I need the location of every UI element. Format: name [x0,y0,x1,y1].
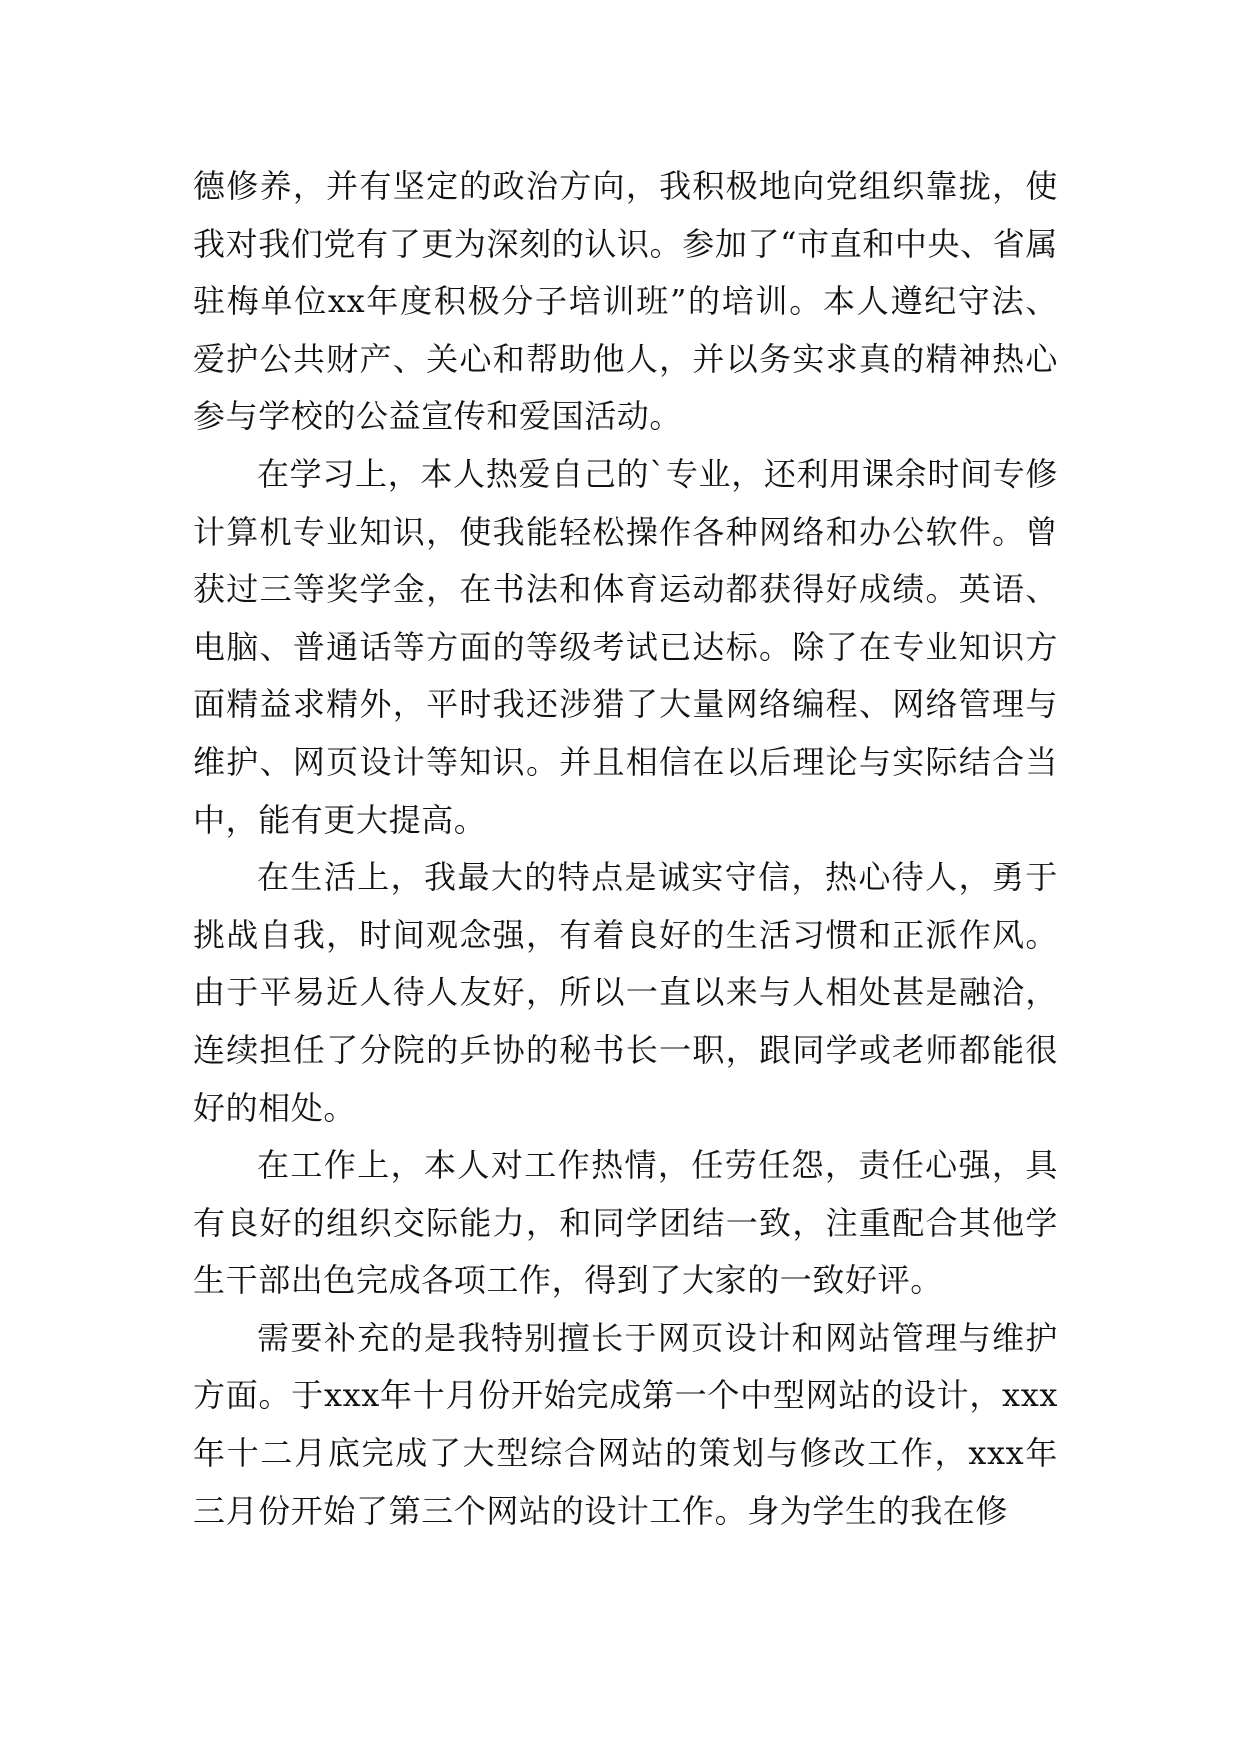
paragraph-web-design: 需要补充的是我特别擅长于网页设计和网站管理与维护方面。于xxx年十月份开始完成第一个中型网站的设计，xxx年十二月底完成了大型综合网站的策划与修改工作，xxx年三月份开始了第三个网站的设计工作。身为学生的我在修 [193,1318,1058,1530]
document-body [193,158,1058,1540]
paragraph-work: 在工作上，本人对工作热情，任劳任怨，责任心强，具有良好的组织交际能力，和同学团结一致，注重配合其他学生干部出色完成各项工作，得到了大家的一致好评。 [193,1146,1058,1300]
paragraph-political-conduct: 德修养，并有坚定的政治方向，我积极地向党组织靠拢，使我对我们党有了更为深刻的认识。参加了“市直和中央、省属驻梅单位xx年度积极分子培训班”的培训。本人遵纪守法、爱护公共财产、关心和帮助他人，并以务实求真的精神热心参与学校的公益宣传和爱国活动。 [193,167,1058,436]
paragraph-study: 在学习上，本人热爱自己的`专业，还利用课余时间专修计算机专业知识，使我能轻松操作各种网络和办公软件。曾获过三等奖学金，在书法和体育运动都获得好成绩。英语、电脑、普通话等方面的等级考试已达标。除了在专业知识方面精益求精外，平时我还涉猎了大量网络编程、网络管理与维护、网页设计等知识。并且相信在以后理论与实际结合当中，能有更大提高。 [193,454,1058,839]
paragraph-life: 在生活上，我最大的特点是诚实守信，热心待人，勇于挑战自我，时间观念强，有着良好的生活习惯和正派作风。由于平易近人待人友好，所以一直以来与人相处甚是融洽，连续担任了分院的乒协的秘书长一职，跟同学或老师都能很好的相处。 [193,858,1058,1127]
